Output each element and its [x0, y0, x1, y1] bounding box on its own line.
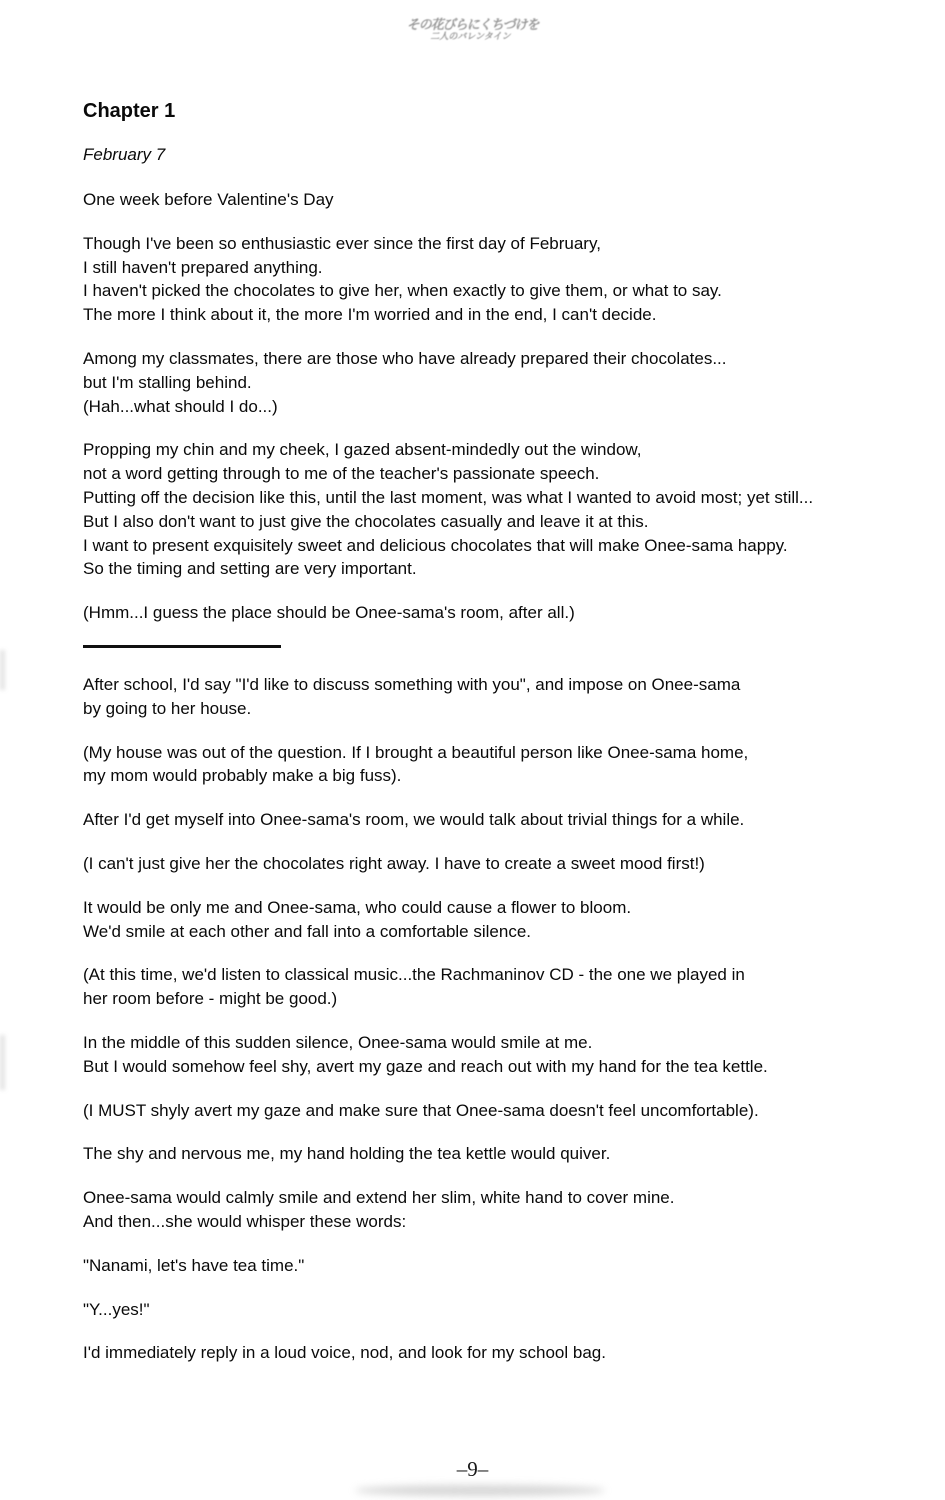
- paragraph: The shy and nervous me, my hand holding the tea kettle would quiver.: [83, 1144, 611, 1164]
- paragraph: (I can't just give her the chocolates right away. I have to create a sweet mood first!): [83, 853, 705, 873]
- scan-artifact-bottom: [355, 1485, 605, 1496]
- paragraph: (I MUST shyly avert my gaze and make sure that Onee-sama doesn't feel uncomfortable).: [83, 1100, 759, 1120]
- scan-artifact-left-edge: [0, 1035, 5, 1090]
- paragraph: Onee-sama would calmly smile and extend her slim, white hand to cover mine. And then...she would whisper these words:: [83, 1188, 675, 1231]
- paragraph: "Y...yes!": [83, 1299, 150, 1319]
- paragraph: (Hmm...I guess the place should be Onee-sama's room, after all.): [83, 603, 575, 623]
- paragraph: Among my classmates, there are those who have already prepared their chocolates... but I'm stalling behind. (Hah...what should I do...): [83, 348, 727, 416]
- chapter-date: February 7: [83, 145, 166, 164]
- series-logo: [0, 18, 945, 42]
- scan-artifact-left-edge: [0, 650, 5, 690]
- paragraph: Propping my chin and my cheek, I gazed absent-mindedly out the window, not a word getting through to me of the teacher's passionate speech. Putting off the decision like this, until the last moment, was what I wanted to avoid most; yet still... But I also don't want to just give the chocolates casually and leave it at this. I want to present exquisitely sweet and delicious chocolates that will make Onee-sama happy. So the timing and setting are very important.: [83, 440, 814, 579]
- page-number: –9–: [456, 1457, 489, 1481]
- paragraph: I'd immediately reply in a loud voice, nod, and look for my school bag.: [83, 1343, 606, 1363]
- paragraphs: [83, 188, 913, 1365]
- chapter-heading: Chapter 1: [83, 100, 176, 122]
- paragraph: After I'd get myself into Onee-sama's room, we would talk about trivial things for a while.: [83, 810, 745, 830]
- paragraph: In the middle of this sudden silence, Onee-sama would smile at me. But I would somehow feel shy, avert my gaze and reach out with my hand for the tea kettle.: [83, 1032, 768, 1076]
- paragraph: "Nanami, let's have tea time.": [83, 1255, 305, 1275]
- series-logo-title: その花びらにくちづけを: [406, 17, 542, 32]
- paragraph: After school, I'd say "I'd like to discuss something with you", and impose on Onee-sama by going to her house.: [83, 674, 741, 718]
- paragraph: It would be only me and Onee-sama, who could cause a flower to bloom. We'd smile at each other and fall into a comfortable silence.: [83, 897, 632, 941]
- scene-break-line: [83, 645, 281, 648]
- paragraph: (My house was out of the question. If I brought a beautiful person like Onee-sama home, my mom would probably make a big fuss).: [83, 742, 749, 786]
- paragraph: Though I've been so enthusiastic ever since the first day of February, I still haven't prepared anything. I haven't picked the chocolates to give her, when exactly to give them, or what to say. The more I think about it, the more I'm worried and in the end, I can't decide.: [83, 233, 722, 325]
- page-body: [83, 101, 913, 1385]
- paragraph: One week before Valentine's Day: [83, 190, 334, 209]
- series-logo-subtitle: 二人のバレンタイン: [429, 31, 513, 42]
- paragraph: (At this time, we'd listen to classical music...the Rachmaninov CD - the one we played in her room before - might be good.): [83, 965, 745, 1009]
